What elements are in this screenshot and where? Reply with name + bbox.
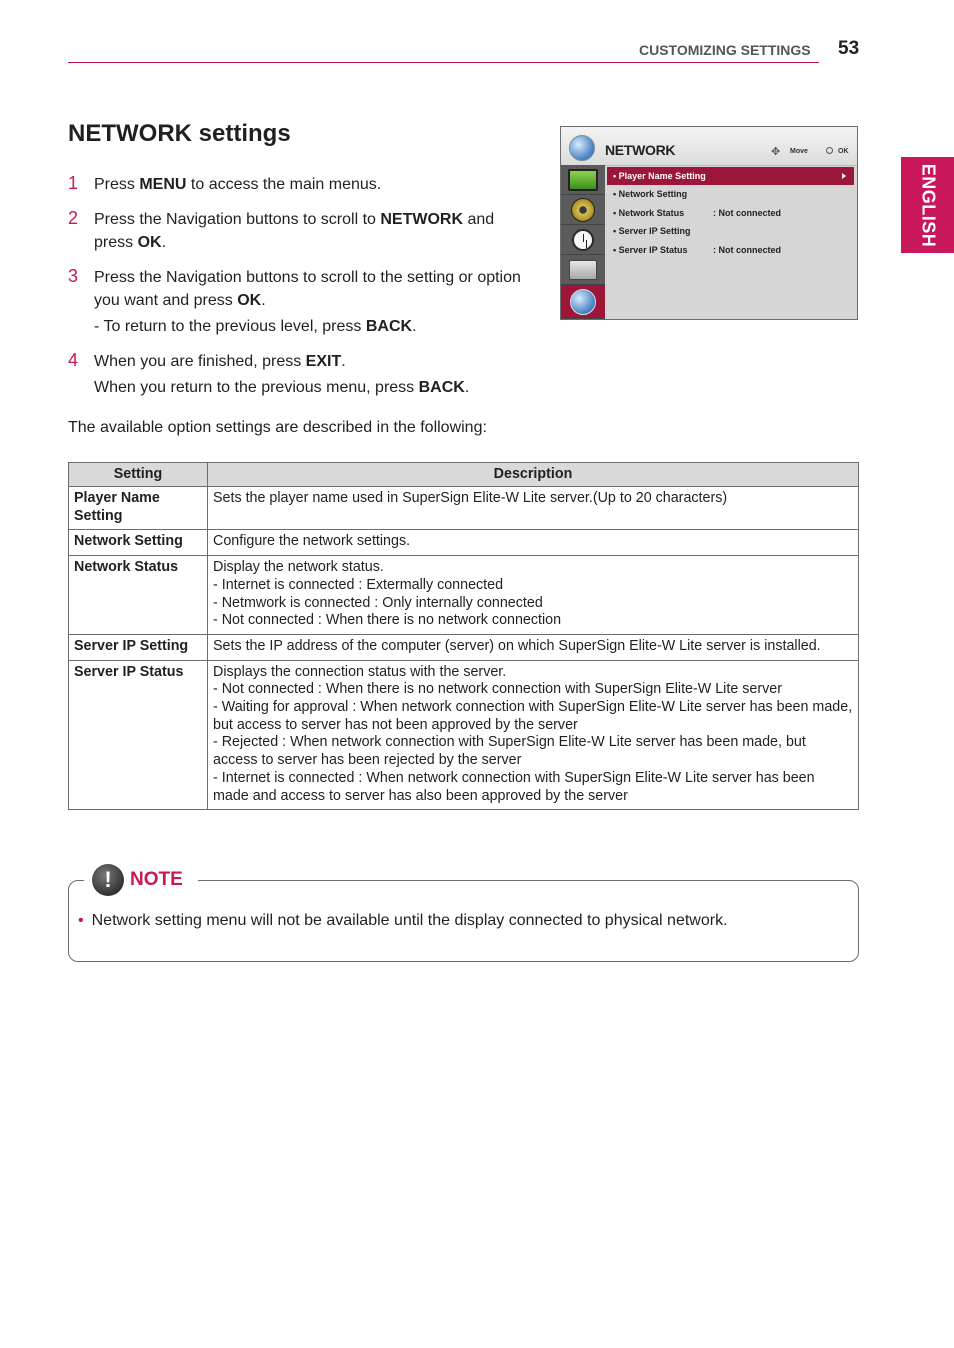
description-cell: Sets the player name used in SuperSign Elite-W Lite server.(Up to 20 characters)	[208, 487, 859, 530]
step-number: 1	[68, 173, 79, 193]
setting-cell: Server IP Setting	[69, 634, 208, 660]
note-label: NOTE	[130, 869, 183, 890]
description-cell: Sets the IP address of the computer (server) on which SuperSign Elite-W Lite server is installed.	[208, 634, 859, 660]
menu-option-server-ip-setting[interactable]: • Server IP Setting	[613, 226, 691, 237]
menu-option-network-status[interactable]: • Network Status : Not connected	[613, 207, 782, 218]
network-menu-item[interactable]	[561, 285, 605, 319]
column-header: Setting	[69, 463, 208, 487]
language-tab	[901, 157, 954, 253]
steps-list	[68, 173, 528, 411]
tv-icon	[568, 169, 598, 191]
picture-menu-item[interactable]	[561, 165, 605, 195]
globe-icon	[570, 289, 596, 315]
header-divider	[68, 62, 819, 63]
note-text: • Network setting menu will not be available until the display connected to physical network.	[78, 912, 728, 929]
step-2: 2 Press the Navigation buttons to scroll to NETWORK and press OK.	[68, 208, 495, 251]
menu-options	[607, 167, 855, 259]
section-title: CUSTOMIZING SETTINGS	[639, 42, 811, 58]
ok-button-icon	[826, 147, 833, 154]
page-title: NETWORK settings	[68, 120, 291, 147]
globe-icon	[569, 135, 595, 161]
language-tab-label: ENGLISH	[918, 163, 939, 247]
table-row	[69, 487, 859, 530]
menu-header	[561, 127, 857, 166]
step-number: 4	[68, 350, 79, 370]
menu-title: NETWORK	[605, 142, 676, 158]
exclamation-icon: !	[92, 864, 124, 896]
table-row	[69, 556, 859, 635]
menu-option-network-setting[interactable]: • Network Setting	[613, 189, 688, 200]
step-4: 4 When you are finished, press EXIT. When you return to the previous menu, press BACK.	[68, 350, 470, 396]
table-row	[69, 660, 859, 810]
menu-option-player-name-setting[interactable]: • Player Name Setting	[607, 167, 854, 185]
setting-cell: Network Status	[69, 556, 208, 635]
speaker-icon	[571, 198, 595, 222]
step-number: 3	[68, 266, 79, 286]
option-menu-item[interactable]	[561, 255, 605, 285]
setting-cell: Player Name Setting	[69, 487, 208, 530]
intro-text: The available option settings are described in the following:	[68, 419, 487, 436]
move-hint: Move	[790, 148, 808, 155]
description-cell: Displays the connection status with the server. - Not connected : When there is no network connection with SuperSign Elite-W Lite server - Waiting for approval : When network connection with SuperSign Elite-W Lite server has been made, but access to server has not been approved by the server - Rejected : When network connection with SuperSign Elite-W Lite server has been made, but access to server has been rejected by the server - Internet is connected : When network connection with SuperSign Elite-W Lite server has been made and access to server has also been approved by the server	[208, 660, 859, 810]
ok-hint: OK	[838, 148, 849, 155]
menu-option-server-ip-status[interactable]: • Server IP Status : Not connected	[613, 244, 782, 255]
table-header-row	[69, 463, 859, 487]
menu-icon-sidebar	[561, 165, 605, 319]
network-menu-screenshot	[560, 126, 858, 320]
settings-table	[68, 462, 859, 810]
description-cell: Configure the network settings.	[208, 530, 859, 556]
page-number: 53	[838, 38, 860, 59]
table-row	[69, 530, 859, 556]
step-3: 3 Press the Navigation buttons to scroll to the setting or option you want and press OK. - To return to the previous level, press BACK.	[68, 266, 521, 335]
table-row	[69, 634, 859, 660]
column-header: Description	[208, 463, 859, 487]
time-menu-item[interactable]	[561, 225, 605, 255]
setting-cell: Server IP Status	[69, 660, 208, 810]
tools-icon	[569, 260, 597, 280]
clock-icon	[572, 229, 594, 251]
bullet-icon: •	[78, 912, 84, 929]
step-number: 2	[68, 208, 79, 228]
step-1: 1 Press MENU to access the main menus.	[68, 173, 382, 193]
navigation-arrows-icon: ✥	[771, 146, 781, 158]
setting-cell: Network Setting	[69, 530, 208, 556]
audio-menu-item[interactable]	[561, 195, 605, 225]
description-cell: Display the network status. - Internet is connected : Extermally connected - Netmwork is connected : Only internally connected - Not connected : When there is no network connection	[208, 556, 859, 635]
